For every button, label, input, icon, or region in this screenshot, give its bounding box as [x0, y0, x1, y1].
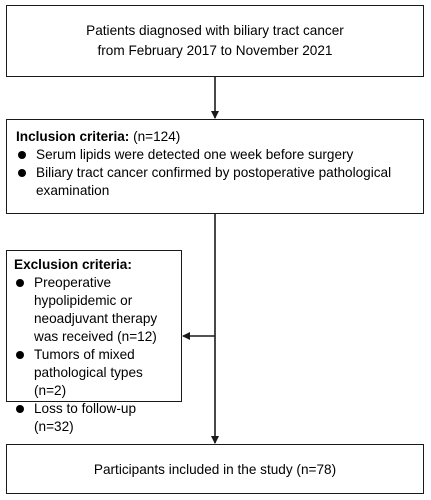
inclusion-item-text: Serum lipids were detected one week before surgery	[36, 147, 354, 162]
bullet-icon	[16, 405, 24, 413]
inclusion-list	[16, 146, 415, 200]
exclusion-item-text: Tumors of mixed pathological types (n=2)	[34, 347, 143, 398]
participants-included-box	[6, 444, 424, 494]
exclusion-item	[14, 400, 175, 436]
inclusion-item-text: Biliary tract cancer confirmed by postoperative pathological examination	[36, 165, 392, 198]
participants-included-text: Participants included in the study (n=78)	[93, 461, 337, 477]
inclusion-criteria-box	[6, 119, 424, 214]
exclusion-heading-row	[14, 256, 175, 274]
exclusion-heading: Exclusion criteria:	[14, 257, 132, 272]
inclusion-item	[16, 164, 415, 200]
inclusion-heading: Inclusion criteria:	[16, 129, 130, 144]
exclusion-item-text: Preoperative hypolipidemic or neoadjuvant therapy was received (n=12)	[34, 275, 158, 344]
exclusion-criteria-box	[6, 250, 182, 434]
exclusion-item-text: Loss to follow-up (n=32)	[34, 401, 137, 434]
exclusion-item	[14, 346, 175, 400]
patients-diagnosed-line-1: Patients diagnosed with biliary tract cancer	[86, 23, 344, 38]
bullet-icon	[18, 169, 26, 177]
exclusion-item	[14, 274, 175, 346]
inclusion-item	[16, 146, 415, 164]
inclusion-heading-row	[16, 128, 415, 146]
bullet-icon	[18, 151, 26, 159]
bullet-icon	[16, 279, 24, 287]
patients-diagnosed-line-2: from February 2017 to November 2021	[97, 43, 333, 58]
inclusion-count: (n=124)	[133, 129, 181, 144]
patients-diagnosed-box	[6, 5, 424, 77]
bullet-icon	[16, 351, 24, 359]
exclusion-list	[14, 274, 175, 436]
